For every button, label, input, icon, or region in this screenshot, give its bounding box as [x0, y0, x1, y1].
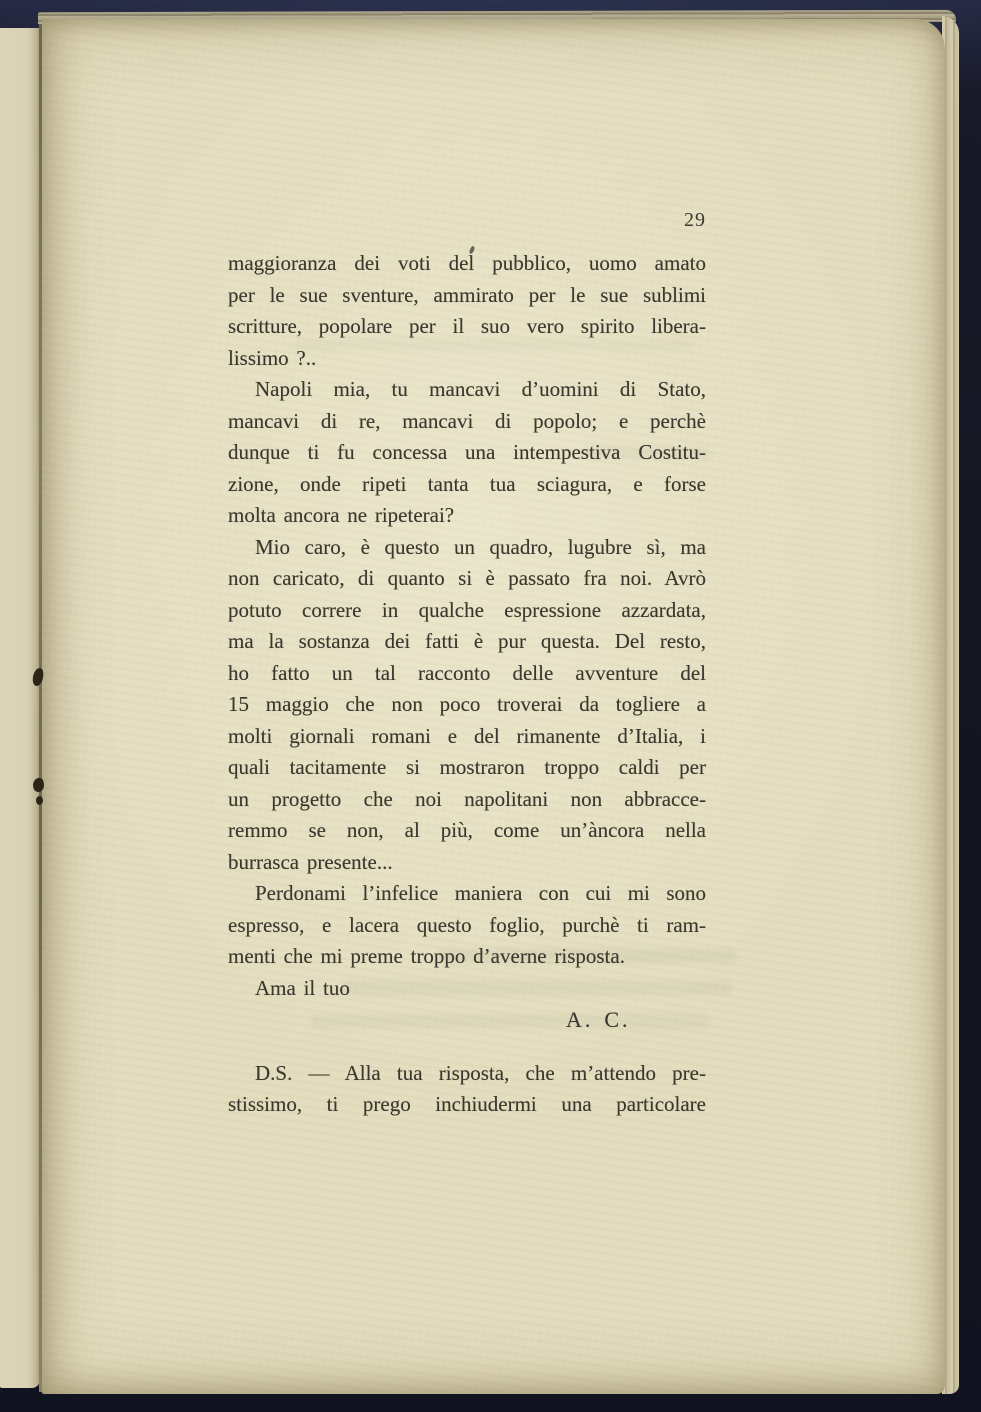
- text-line: molta ancora ne ripeterai?: [228, 503, 455, 527]
- text-line: un progetto che noi napolitani non abbracce-: [228, 786, 706, 811]
- text-line: molti giornali romani e del rimanente d’Italia, i: [228, 723, 706, 748]
- text-line: Mio caro, è questo un quadro, lugubre sì, ma: [255, 534, 706, 559]
- text-line: A. C.: [566, 1007, 631, 1032]
- paragraph: [228, 248, 706, 374]
- adjacent-page-strip: [0, 28, 40, 1388]
- text-block: [228, 248, 706, 1121]
- text-line: maggioranza dei voti del pubblico, uomo amato: [228, 251, 706, 275]
- text-line: lissimo ?..: [228, 345, 317, 370]
- text-line: dunque ti fu concessa una intempestiva Costitu-: [228, 440, 706, 464]
- page-number: 29: [684, 209, 706, 231]
- text-line: potuto correre in qualche espressione azzardata,: [228, 597, 706, 622]
- paragraph: [228, 532, 706, 879]
- text-line: non caricato, di quanto si è passato fra noi. Avrò: [228, 566, 706, 590]
- text-line: burrasca presente...: [228, 849, 393, 874]
- text-line: espresso, e lacera questo foglio, purchè ti ram-: [228, 912, 706, 937]
- text-line: per le sue sventure, ammirato per le sue sublimi: [228, 282, 706, 307]
- text-line: mancavi di re, mancavi di popolo; e perchè: [228, 408, 706, 433]
- text-line: scritture, popolare per il suo vero spirito libera-: [228, 314, 706, 338]
- text-line: Napoli mia, tu mancavi d’uomini di Stato,: [255, 377, 706, 401]
- text-line: 15 maggio che non poco troverai da togliere a: [228, 692, 706, 716]
- text-line: remmo se non, al più, come un’àncora nella: [228, 818, 706, 842]
- paragraph: [228, 878, 706, 973]
- text-line: ho fatto un tal racconto delle avventure del: [228, 660, 706, 685]
- text-line: Ama il tuo: [255, 975, 350, 1000]
- paragraph: [228, 1058, 706, 1121]
- text-line: ma la sostanza dei fatti è pur questa. Del resto,: [228, 629, 706, 653]
- signature-line: [228, 1004, 706, 1036]
- book-page: [42, 19, 945, 1394]
- text-line: stissimo, ti prego inchiudermi una particolare: [228, 1092, 706, 1116]
- text-line: quali tacitamente si mostraron troppo caldi per: [228, 755, 706, 779]
- binding-ink-spot: [36, 796, 43, 805]
- text-line: Perdonami l’infelice maniera con cui mi sono: [255, 881, 706, 905]
- text-line: zione, onde ripeti tanta tua sciagura, e forse: [228, 471, 706, 496]
- text-line: D.S. — Alla tua risposta, che m’attendo pre-: [255, 1060, 706, 1085]
- paragraph: [228, 973, 706, 1005]
- paragraph: [228, 374, 706, 532]
- text-line: menti che mi preme troppo d’averne risposta.: [228, 944, 625, 968]
